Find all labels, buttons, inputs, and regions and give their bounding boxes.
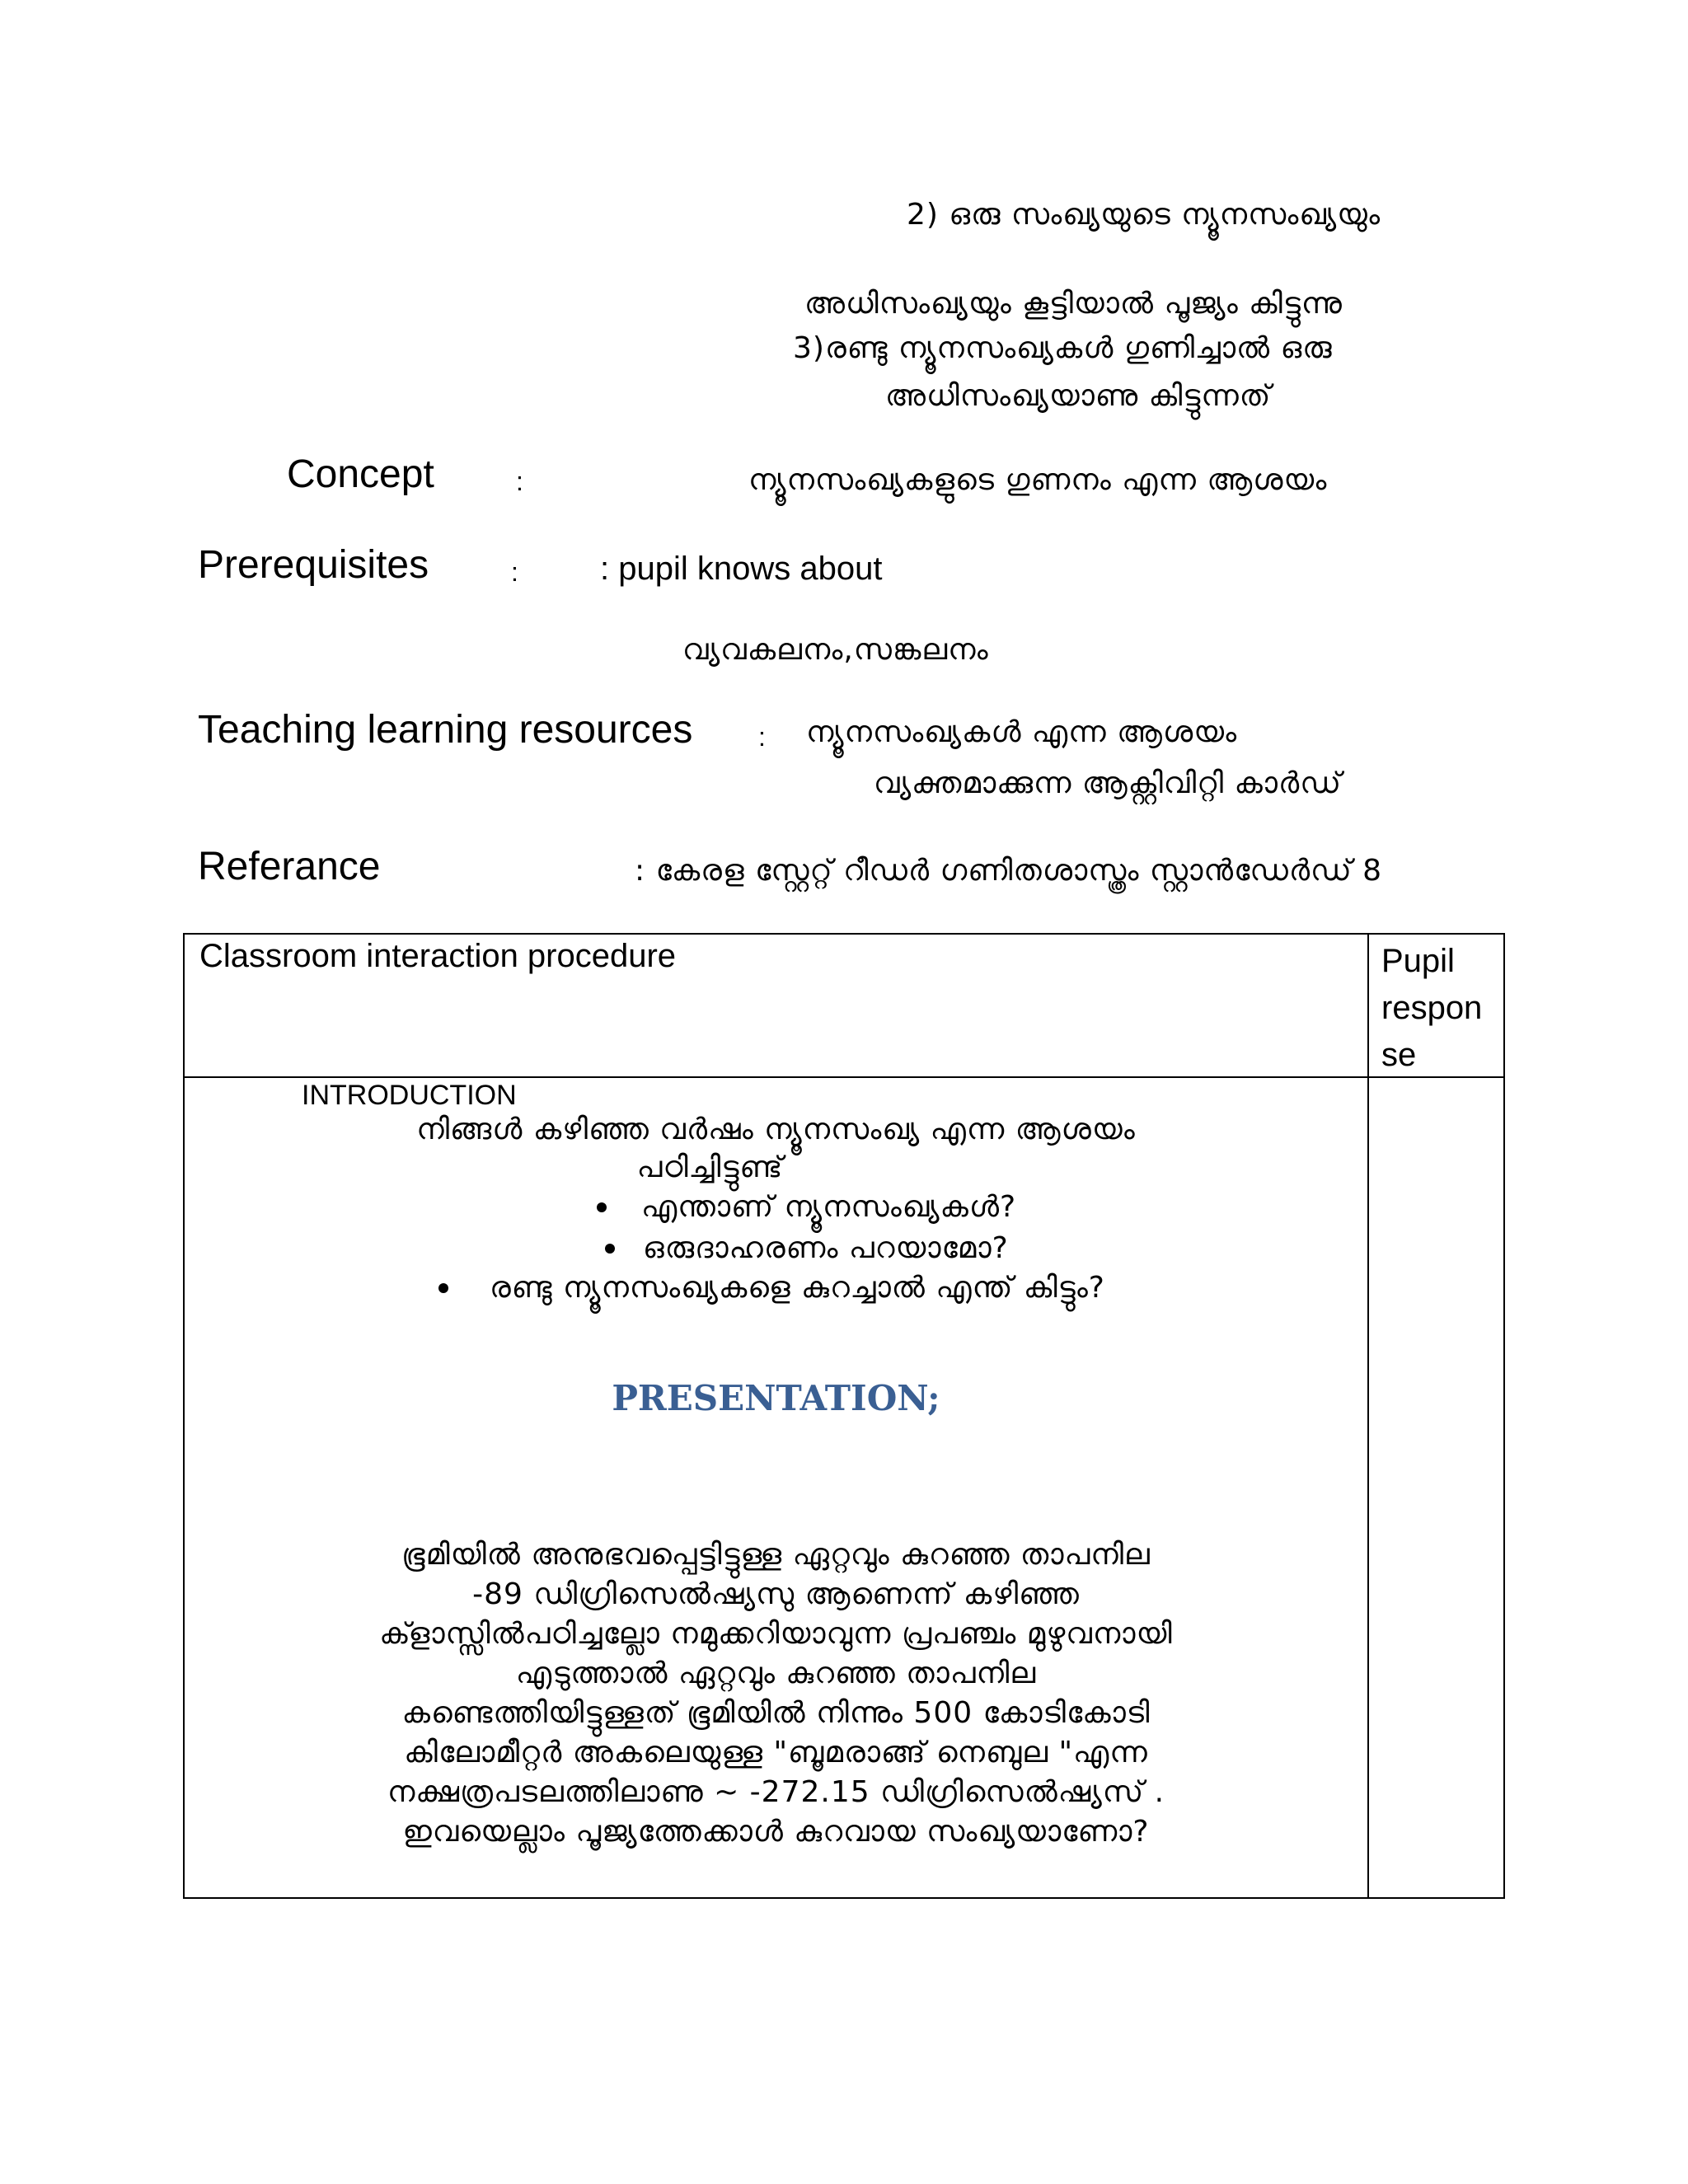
- introduction-heading: INTRODUCTION: [302, 1080, 517, 1111]
- paragraph-line: നക്ഷത്രപടലത്തിലാണു ~ -272.15 ഡിഗ്രിസെൽഷ്യസ് .: [387, 1775, 1165, 1809]
- prerequisites-colon: :: [511, 557, 518, 587]
- pupil-response-column-header: Pupil respon se: [1381, 943, 1483, 1073]
- paragraph-line: ക്ളാസ്സിൽപഠിച്ചല്ലോ നമുക്കറിയാവുന്ന പ്രപഞ്ചം മുഴുവനായി: [379, 1617, 1173, 1651]
- reference-label: Referance: [198, 845, 381, 888]
- procedure-column-header: Classroom interaction procedure: [199, 938, 677, 974]
- intro-bullet-text: രണ്ടു ന്യൂനസംഖ്യകളെ കുറച്ചാൽ എന്ത് കിട്ടും?: [490, 1271, 1105, 1305]
- bullet-dot: [605, 1244, 615, 1254]
- paragraph-line: കിലോമീറ്റർ അകലെയുള്ള "ബൂമരാങ്ങ് നെബുല "എന്ന: [404, 1736, 1148, 1769]
- prerequisites-value: : pupil knows about: [600, 551, 883, 587]
- statement-2-line2: അധിസംഖ്യയും കൂട്ടിയാൽ പൂജ്യം കിട്ടുന്നു: [804, 287, 1343, 321]
- resources-colon: :: [758, 722, 766, 752]
- prerequisites-value-ml: വ്യവകലനം,സങ്കലനം: [682, 633, 989, 667]
- paragraph-line: ഇവയെല്ലാം പൂജ്യത്തേക്കാൾ കുറവായ സംഖ്യയാണോ?: [402, 1815, 1150, 1849]
- paragraph-line: കണ്ടെത്തിയിട്ടുള്ളത് ഭൂമിയിൽ നിന്നും 500 കോടികോടി: [401, 1696, 1151, 1730]
- intro-line-2: പഠിച്ചിട്ടുണ്ട്: [636, 1151, 784, 1184]
- intro-line-1: നിങ്ങൾ കഴിഞ്ഞ വർഷം ന്യൂനസംഖ്യ എന്ന ആശയം: [416, 1113, 1136, 1146]
- interaction-table: [183, 933, 1505, 1899]
- bullet-dot: [597, 1202, 607, 1212]
- statement-2-line1: 2) ഒരു സംഖ്യയുടെ ന്യൂനസംഖ്യയും: [907, 198, 1381, 232]
- prerequisites-label: Prerequisites: [198, 543, 429, 587]
- bullet-dot: [438, 1283, 448, 1293]
- paragraph-line: -89 ഡിഗ്രിസെൽഷ്യസു ആണെന്ന് കഴിഞ്ഞ: [472, 1577, 1080, 1611]
- statement-3-line2: അധിസംഖ്യയാണു കിട്ടുന്നത്: [885, 379, 1272, 413]
- intro-bullet: [438, 1271, 1105, 1305]
- table-column-divider: [1367, 935, 1369, 1897]
- paragraph-line: എടുത്താൽ ഏറ്റവും കുറഞ്ഞ താപനില: [515, 1657, 1037, 1690]
- table-header-divider: [185, 1076, 1503, 1078]
- concept-label: Concept: [287, 452, 434, 496]
- reference-value: : കേരള സ്റ്റേറ്റ് റീഡർ ഗണിതശാസ്ത്രം സ്റ്റാൻഡേർഡ് 8: [635, 854, 1383, 888]
- paragraph-line: ഭൂമിയിൽ അനുഭവപ്പെട്ടിട്ടുള്ള ഏറ്റവും കുറഞ്ഞ താപനില: [401, 1538, 1151, 1572]
- concept-value: ന്യൂനസംഖ്യകളുടെ ഗുണനം എന്ന ആശയം: [748, 463, 1328, 497]
- intro-bullet: [605, 1231, 1009, 1266]
- resources-value-line1: ന്യൂനസംഖ്യകൾ എന്ന ആശയം: [806, 715, 1238, 749]
- intro-bullet-text: ഒരുദാഹരണം പറയാമോ?: [643, 1231, 1009, 1265]
- resources-label: Teaching learning resources: [198, 708, 693, 752]
- presentation-heading: PRESENTATION;: [612, 1378, 940, 1418]
- intro-bullet-text: എന്താണ് ന്യൂനസംഖ്യകൾ?: [641, 1190, 1017, 1224]
- intro-bullet: [597, 1190, 1016, 1225]
- statement-3-line1: 3)രണ്ടു ന്യൂനസംഖ്യകൾ ഗുണിച്ചാൽ ഒരു: [793, 331, 1333, 365]
- concept-colon: :: [516, 466, 523, 496]
- resources-value-line2: വ്യക്തമാക്കുന്ന ആക്റ്റിവിറ്റി കാർഡ്: [874, 766, 1342, 800]
